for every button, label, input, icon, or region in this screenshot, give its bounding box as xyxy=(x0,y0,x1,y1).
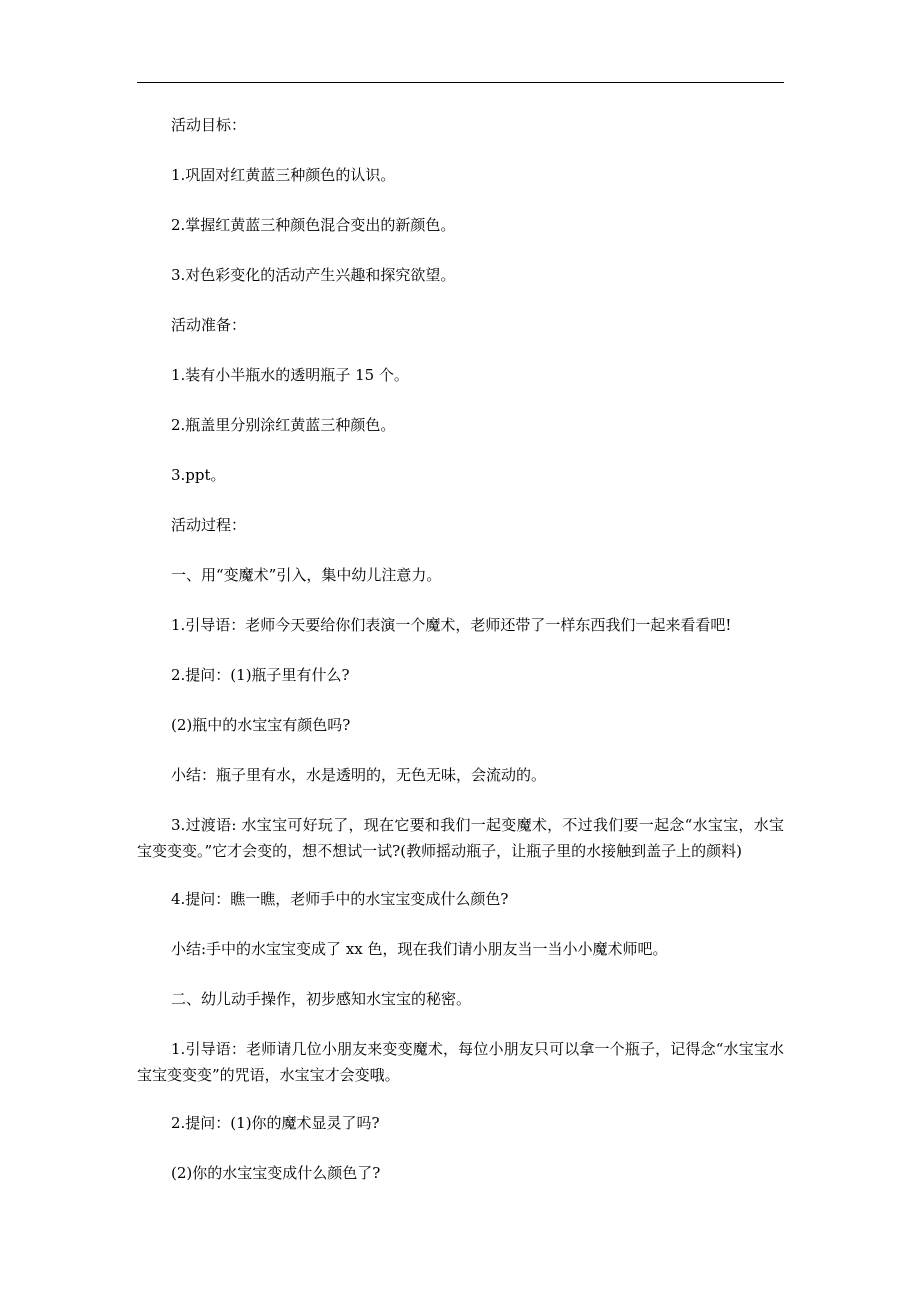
process-paragraph: 1.引导语：老师请几位小朋友来变变魔术，每位小朋友只可以拿一个瓶子，记得念“水宝宝水宝宝变变变”的咒语，水宝宝才会变哦。 xyxy=(137,1040,784,1084)
preparation-item-3: 3.ppt。 xyxy=(171,466,226,484)
process-paragraph: (2)你的水宝宝变成什么颜色了? xyxy=(171,1164,381,1182)
section-heading-goals: 活动目标： xyxy=(171,116,247,134)
process-paragraph: 2.提问：(1)瓶子里有什么? xyxy=(171,666,350,684)
process-step-2-heading: 二、幼儿动手操作，初步感知水宝宝的秘密。 xyxy=(171,990,472,1008)
section-heading-preparation: 活动准备： xyxy=(171,316,247,334)
document-body xyxy=(137,112,784,1210)
preparation-item-2: 2.瓶盖里分别涂红黄蓝三种颜色。 xyxy=(171,416,396,434)
goal-item-3: 3.对色彩变化的活动产生兴趣和探究欲望。 xyxy=(171,266,456,284)
goal-item-1: 1.巩固对红黄蓝三种颜色的认识。 xyxy=(171,166,396,184)
process-summary: 小结：瓶子里有水，水是透明的，无色无味，会流动的。 xyxy=(171,766,547,784)
process-paragraph: 2.提问：(1)你的魔术显灵了吗? xyxy=(171,1114,380,1132)
process-paragraph: 3.过渡语: 水宝宝可好玩了，现在它要和我们一起变魔术，不过我们要一起念“水宝宝，水宝宝变变变。”它才会变的，想不想试一试?(教师摇动瓶子，让瓶子里的水接触到盖子上的颜料) xyxy=(137,816,784,860)
process-step-1-heading: 一、用“变魔术”引入，集中幼儿注意力。 xyxy=(171,566,442,584)
process-paragraph: 1.引导语：老师今天要给你们表演一个魔术，老师还带了一样东西我们一起来看看吧! xyxy=(171,616,732,634)
process-paragraph: (2)瓶中的水宝宝有颜色吗? xyxy=(171,716,351,734)
process-summary: 小结:手中的水宝宝变成了 xx 色，现在我们请小朋友当一当小小魔术师吧。 xyxy=(171,940,668,958)
section-heading-process: 活动过程： xyxy=(171,516,247,534)
preparation-item-1: 1.装有小半瓶水的透明瓶子 15 个。 xyxy=(171,366,409,384)
process-paragraph: 4.提问：瞧一瞧，老师手中的水宝宝变成什么颜色? xyxy=(171,890,509,908)
header-rule xyxy=(137,82,784,83)
goal-item-2: 2.掌握红黄蓝三种颜色混合变出的新颜色。 xyxy=(171,216,456,234)
